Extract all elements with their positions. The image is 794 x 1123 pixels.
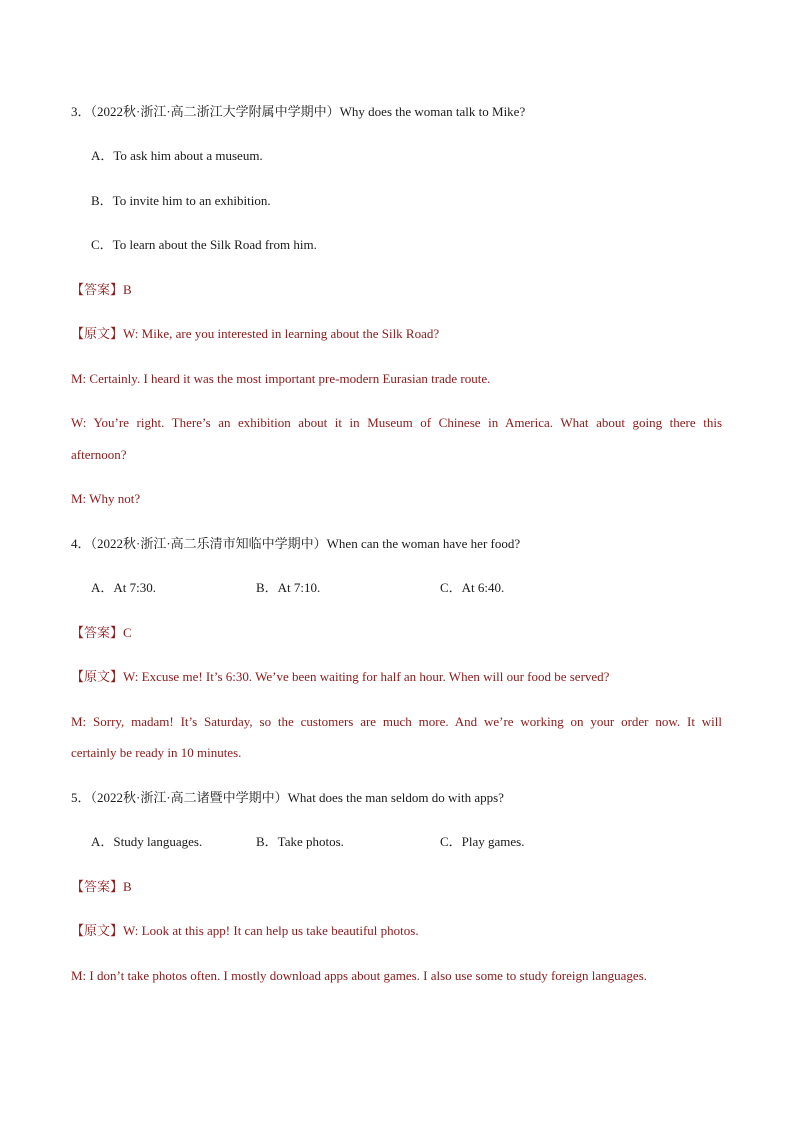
transcript-tag: 【原文】 — [71, 326, 124, 341]
question-3-option-a: A．To ask him about a museum. — [91, 148, 263, 163]
question-3-transcript-line-5: M: Why not? — [71, 491, 141, 506]
question-3-answer — [71, 280, 132, 300]
question-4-option-c: C．At 6:40. — [440, 580, 505, 595]
question-3-transcript-line-4: afternoon? — [71, 447, 127, 462]
question-4-transcript-line-2: M: Sorry, madam! It’s Saturday, so the customers are much more. And we’re working on your order now. It will — [71, 714, 722, 729]
question-5-transcript-line-2: M: I don’t take photos often. I mostly download apps about games. I also use some to study foreign languages. — [71, 968, 647, 983]
question-4-option-a: A．At 7:30. — [91, 580, 157, 595]
answer-value: B — [123, 879, 132, 894]
question-5-option-a: A．Study languages. — [91, 834, 203, 849]
transcript-tag: 【原文】 — [71, 669, 124, 684]
transcript-text: W: Mike, are you interested in learning about the Silk Road? — [123, 326, 440, 341]
transcript-text: W: Look at this app! It can help us take beautiful photos. — [123, 923, 419, 938]
question-3-transcript-line-2: M: Certainly. I heard it was the most important pre-modern Eurasian trade route. — [71, 371, 491, 386]
question-3-option-c: C．To learn about the Silk Road from him. — [91, 237, 317, 252]
transcript-text: W: Excuse me! It’s 6:30. We’ve been waiting for half an hour. When will our food be served? — [123, 669, 610, 684]
answer-value: B — [123, 282, 132, 297]
question-3-transcript-line-3: W: You’re right. There’s an exhibition about it in Museum of Chinese in America. What about going there this — [71, 415, 722, 430]
question-4-answer — [71, 623, 132, 643]
question-3-option-b: B．To invite him to an exhibition. — [91, 193, 271, 208]
question-5-stem: 5．（2022秋·浙江·高二诸暨中学期中）What does the man seldom do with apps? — [71, 790, 504, 805]
question-4-stem: 4．（2022秋·浙江·高二乐清市知临中学期中）When can the woman have her food? — [71, 536, 521, 551]
question-4-transcript-line-3: certainly be ready in 10 minutes. — [71, 745, 242, 760]
answer-tag: 【答案】 — [71, 282, 124, 297]
question-4-transcript-line-1 — [71, 667, 609, 687]
question-5-answer — [71, 877, 132, 897]
answer-tag: 【答案】 — [71, 625, 124, 640]
question-5-transcript-line-1 — [71, 921, 419, 941]
transcript-tag: 【原文】 — [71, 923, 124, 938]
question-5-option-b: B．Take photos. — [256, 834, 344, 849]
question-3-stem: 3．（2022秋·浙江·高二浙江大学附属中学期中）Why does the woman talk to Mike? — [71, 104, 526, 119]
question-4-option-b: B．At 7:10. — [256, 580, 321, 595]
question-5-option-c: C．Play games. — [440, 834, 525, 849]
answer-value: C — [123, 625, 132, 640]
answer-tag: 【答案】 — [71, 879, 124, 894]
question-3-transcript-line-1 — [71, 324, 439, 344]
